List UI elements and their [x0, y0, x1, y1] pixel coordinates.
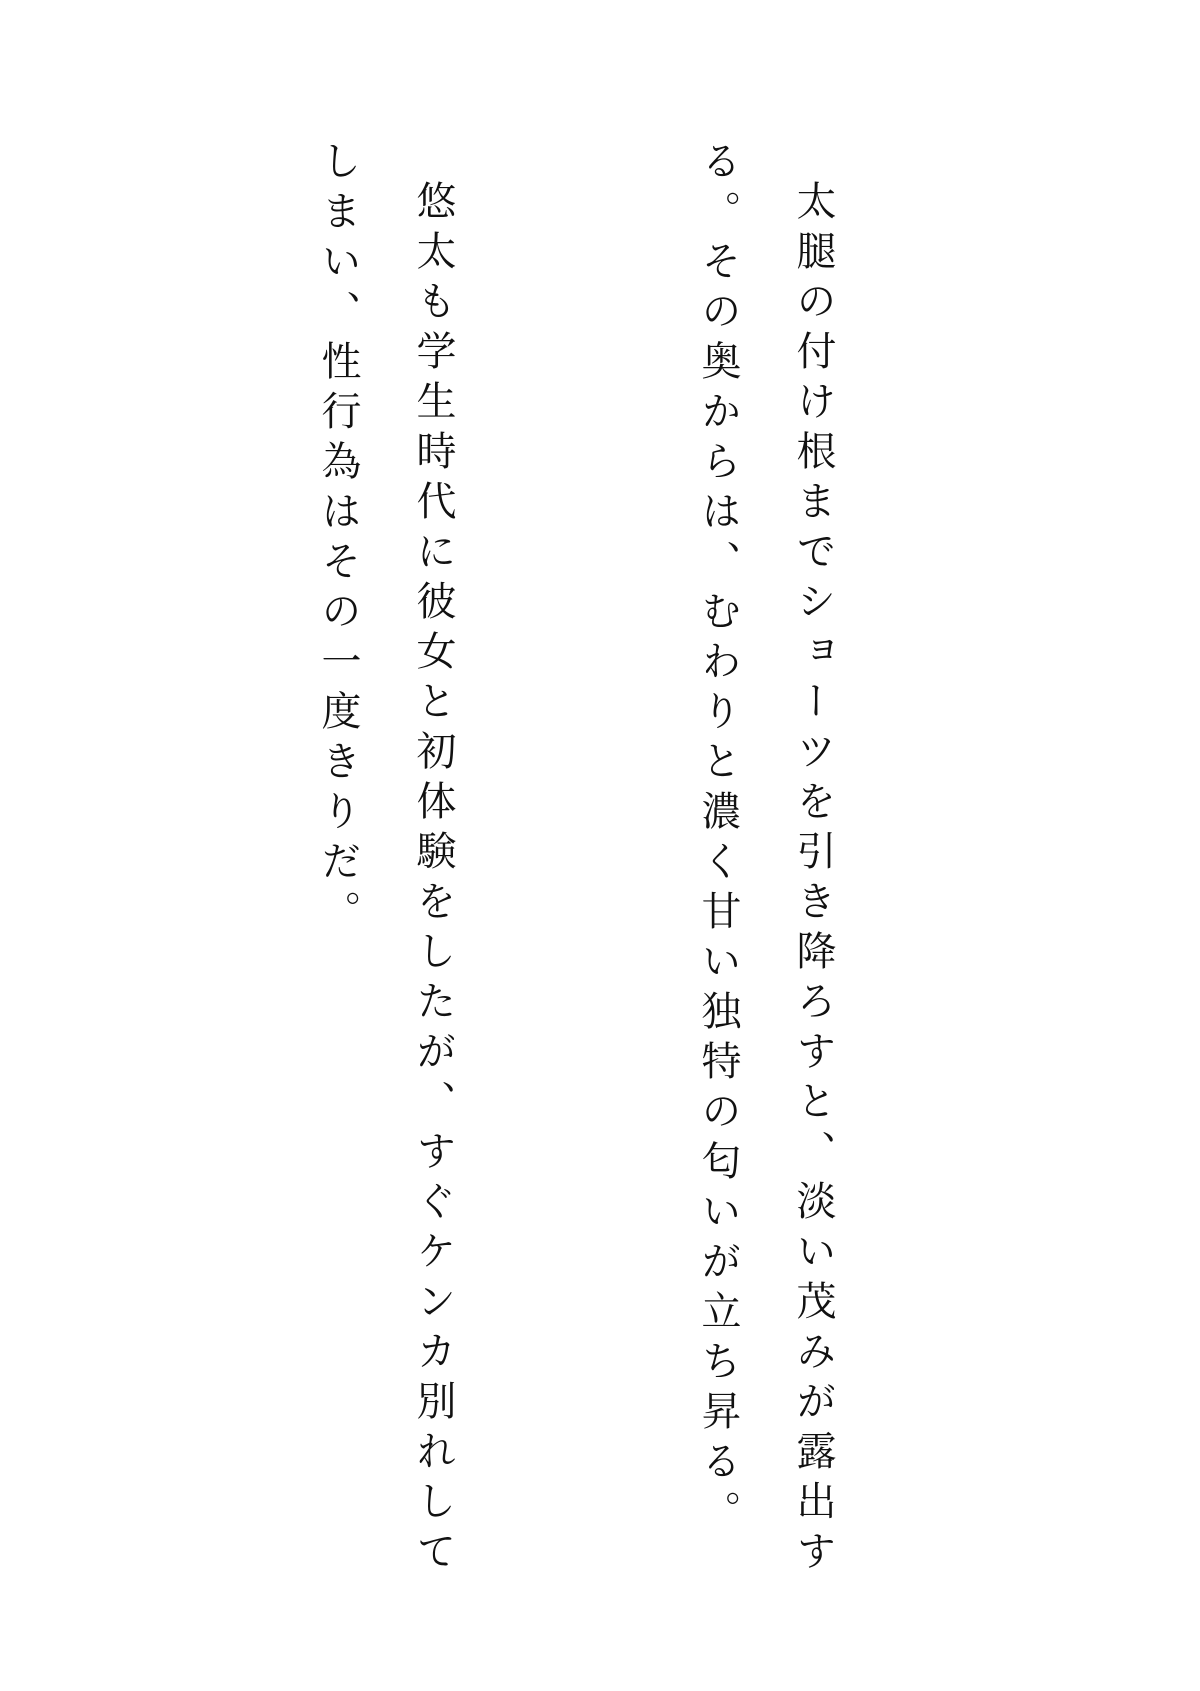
blank-line: [5, 140, 100, 1590]
vertical-text-body: [0, 140, 1050, 1590]
paragraph-2: 悠太も学生時代に彼女と初体験をしたが、すぐケンカ別れしてしまい、性行為はその一度きりだ。: [315, 140, 456, 1580]
paragraph-1: 太腿の付け根までショーツを引き降ろすと、淡い茂みが露出する。その奥からは、むわりと濃く甘い独特の匂いが立ち昇る。: [695, 140, 836, 1580]
